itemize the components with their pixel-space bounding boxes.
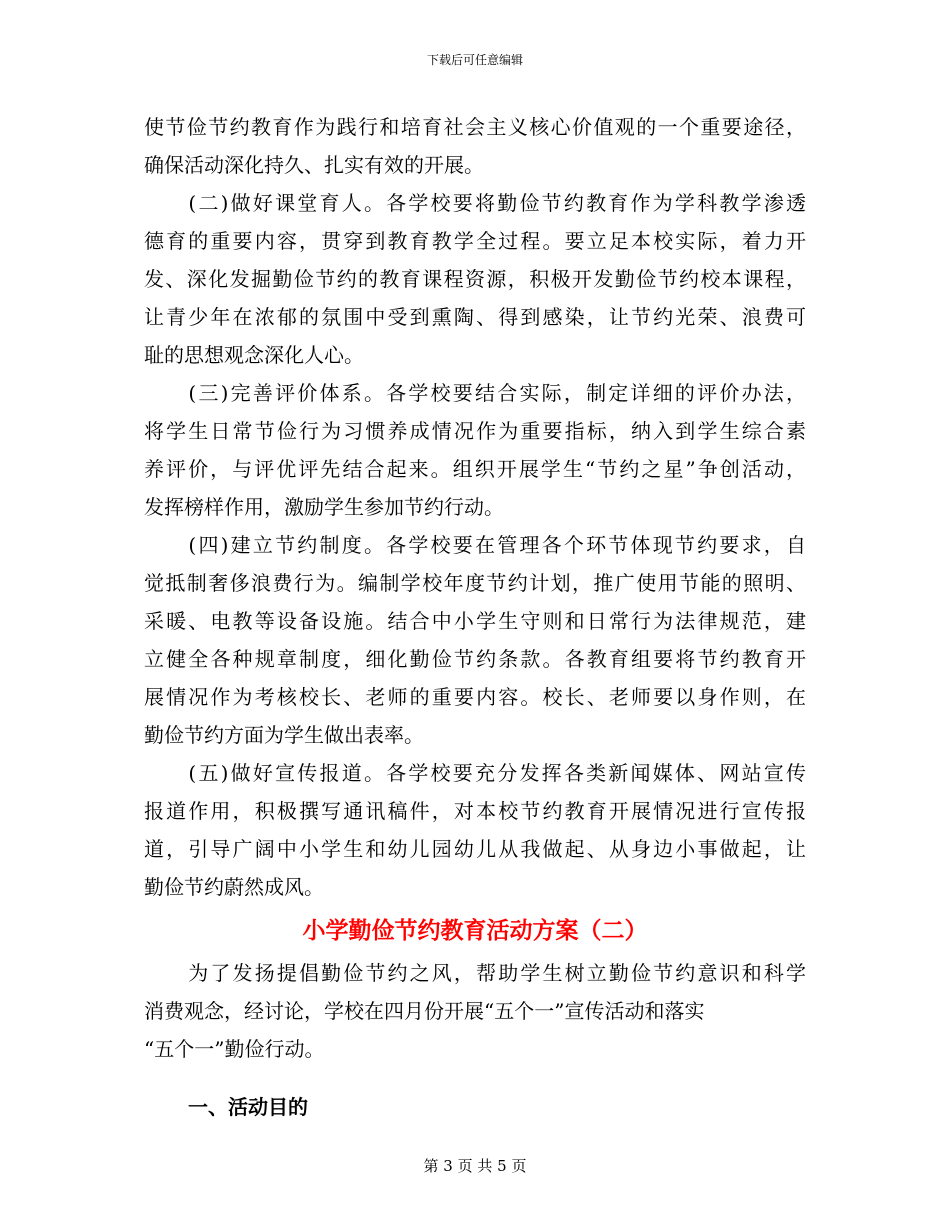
text-line: 道，引导广阔中小学生和幼儿园幼儿从我做起、从身边小事做起，让 [144, 837, 806, 861]
header-note: 下载后可任意编辑 [426, 53, 523, 67]
text-line: 展情况作为考核校长、老师的重要内容。校长、老师要以身作则，在 [144, 685, 806, 709]
text-line: 养评价，与评优评先结合起来。组织开展学生“节约之星”争创活动， [144, 457, 806, 481]
text-line: 觉抵制奢侈浪费行为。编制学校年度节约计划，推广使用节能的照明、 [144, 571, 806, 595]
text-line: 确保活动深化持久、扎实有效的开展。 [144, 153, 484, 177]
text-line: 发、深化发掘勤俭节约的教育课程资源，积极开发勤俭节约校本课程， [144, 267, 806, 291]
text-line: 让青少年在浓郁的氛围中受到熏陶、得到感染，让节约光荣、浪费可 [144, 305, 806, 329]
section-title: 小学勤俭节约教育活动方案（二） [302, 917, 648, 944]
document-body [144, 108, 806, 1126]
text-line: (二)做好课堂育人。各学校要将勤俭节约教育作为学科教学渗透 [144, 191, 806, 215]
section-heading: 一、活动目的 [188, 1095, 308, 1119]
page-number: 第 3 页 共 5 页 [423, 1157, 527, 1175]
text-line: 消费观念，经讨论，学校在四月份开展“五个一”宣传活动和落实 [144, 999, 705, 1023]
section-paragraph [144, 954, 806, 1068]
text-line: 勤俭节约蔚然成风。 [144, 875, 324, 899]
text-line: 发挥榜样作用，激励学生参加节约行动。 [144, 495, 504, 519]
text-line: (五)做好宣传报道。各学校要充分发挥各类新闻媒体、网站宣传 [144, 761, 806, 785]
text-line: (四)建立节约制度。各学校要在管理各个环节体现节约要求，自 [144, 533, 806, 557]
text-line: 使节俭节约教育作为践行和培育社会主义核心价值观的一个重要途径， [144, 115, 806, 139]
text-line: 采暖、电教等设备设施。结合中小学生守则和日常行为法律规范，建 [144, 609, 806, 633]
text-line: “五个一”勤俭行动。 [144, 1037, 325, 1061]
text-line: 德育的重要内容，贯穿到教育教学全过程。要立足本校实际，着力开 [144, 229, 806, 253]
text-line: 为了发扬提倡勤俭节约之风，帮助学生树立勤俭节约意识和科学 [144, 961, 806, 985]
text-line: 报道作用，积极撰写通讯稿件，对本校节约教育开展情况进行宣传报 [144, 799, 806, 823]
text-line: 耻的思想观念深化人心。 [144, 343, 364, 367]
text-line: 勤俭节约方面为学生做出表率。 [144, 723, 424, 747]
text-line: (三)完善评价体系。各学校要结合实际，制定详细的评价办法， [144, 381, 806, 405]
text-line: 立健全各种规章制度，细化勤俭节约条款。各教育组要将节约教育开 [144, 647, 806, 671]
body-paragraphs [144, 108, 806, 906]
text-line: 将学生日常节俭行为习惯养成情况作为重要指标，纳入到学生综合素 [144, 419, 806, 443]
